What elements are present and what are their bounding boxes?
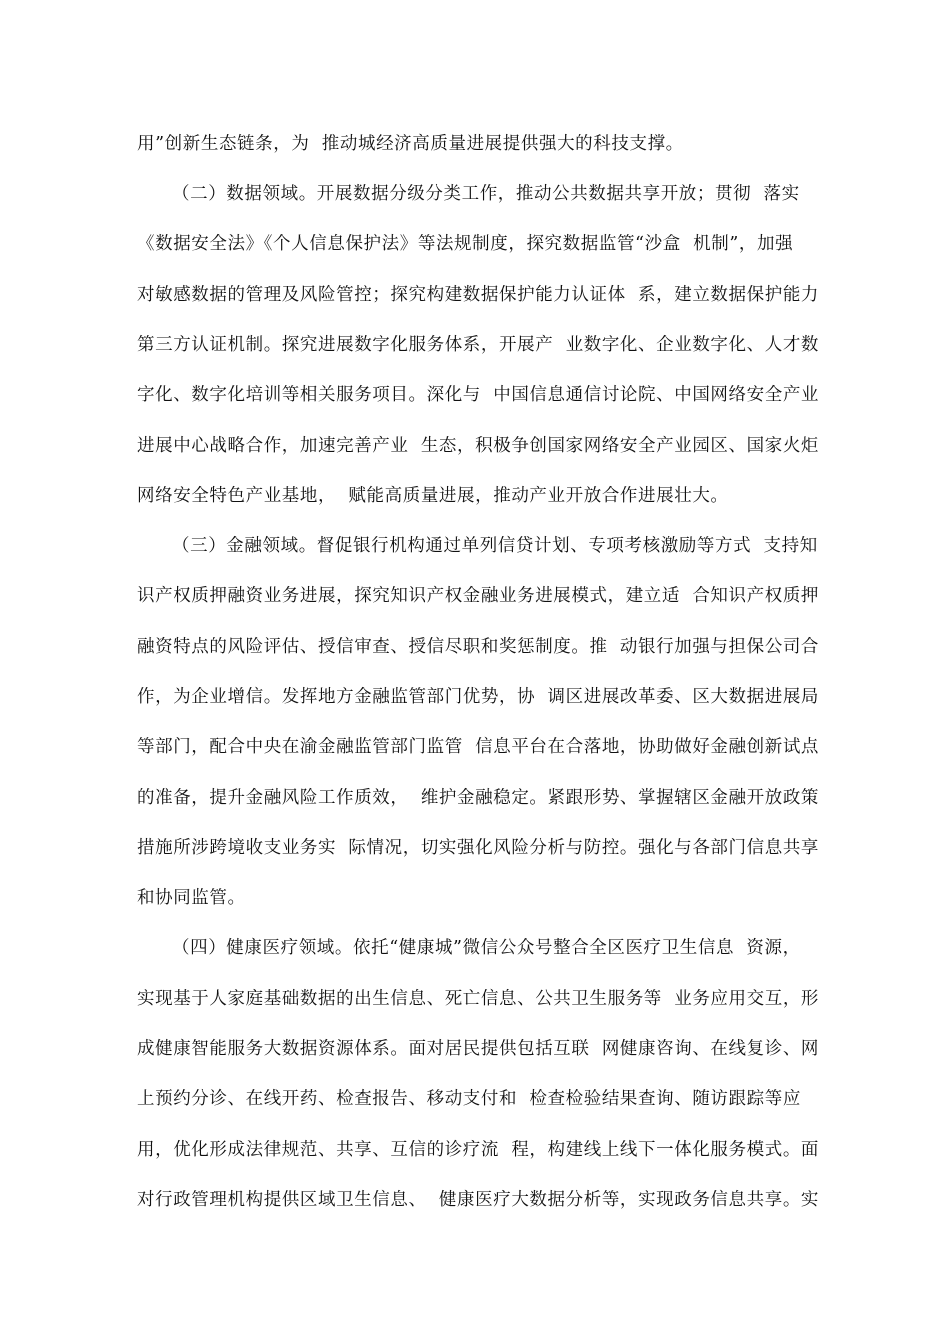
paragraph-line: 对敏感数据的管理及风险管控；探究构建数据保护能力认证体 系，建立数据保护能力 <box>137 285 820 305</box>
paragraph-line: （四）健康医疗领域。依托“健康城”微信公众号整合全区医疗卫生信息 资源， <box>172 938 801 958</box>
paragraph-line: 网络安全特色产业基地， 赋能高质量进展，推动产业开放合作进展壮大。 <box>137 486 729 506</box>
paragraph-line: （二）数据领域。开展数据分级分类工作，推动公共数据共享开放；贯彻 落实 <box>172 184 800 204</box>
paragraph-line: 和协同监管。 <box>137 888 246 908</box>
paragraph-line: 用”创新生态链条，为 推动城经济高质量进展提供强大的科技支撑。 <box>137 134 684 154</box>
paragraph-line: 《数据安全法》《个人信息保护法》等法规制度，探究数据监管“沙盒 机制”，加强 <box>137 234 794 254</box>
paragraph-line: （三）金融领域。督促银行机构通过单列信贷计划、专项考核激励等方式 支持知 <box>172 536 818 556</box>
paragraph-line: 第三方认证机制。探究进展数字化服务体系，开展产 业数字化、企业数字化、人才数 <box>137 335 820 355</box>
paragraph-line: 成健康智能服务大数据资源体系。面对居民提供包括互联 网健康咨询、在线复诊、网 <box>137 1039 820 1059</box>
paragraph-line: 措施所涉跨境收支业务实 际情况，切实强化风险分析与防控。强化与各部门信息共享 <box>137 838 820 858</box>
paragraph-line: 字化、数字化培训等相关服务项目。深化与 中国信息通信讨论院、中国网络安全产业 <box>137 385 820 405</box>
paragraph-line: 对行政管理机构提供区域卫生信息、 健康医疗大数据分析等，实现政务信息共享。实 <box>137 1190 820 1210</box>
paragraph-line: 进展中心战略合作，加速完善产业 生态，积极争创国家网络安全产业园区、国家火炬 <box>137 436 820 456</box>
paragraph-line: 作，为企业增信。发挥地方金融监管部门优势，协 调区进展改革委、区大数据进展局 <box>137 687 820 707</box>
paragraph-line: 融资特点的风险评估、授信审查、授信尽职和奖惩制度。推 动银行加强与担保公司合 <box>137 637 820 657</box>
paragraph-line: 实现基于人家庭基础数据的出生信息、死亡信息、公共卫生服务等 业务应用交互，形 <box>137 989 820 1009</box>
paragraph-line: 等部门，配合中央在渝金融监管部门监管 信息平台在合落地，协助做好金融创新试点 <box>137 737 820 757</box>
paragraph-line: 用，优化形成法律规范、共享、互信的诊疗流 程，构建线上线下一体化服务模式。面 <box>137 1140 820 1160</box>
paragraph-line: 识产权质押融资业务进展，探究知识产权金融业务进展模式，建立适 合知识产权质押 <box>137 586 820 606</box>
paragraph-line: 的准备，提升金融风险工作质效， 维护金融稳定。紧跟形势、掌握辖区金融开放政策 <box>137 788 820 808</box>
paragraph-line: 上预约分诊、在线开药、检查报告、移动支付和 检查检验结果查询、随访跟踪等应 <box>137 1089 801 1109</box>
